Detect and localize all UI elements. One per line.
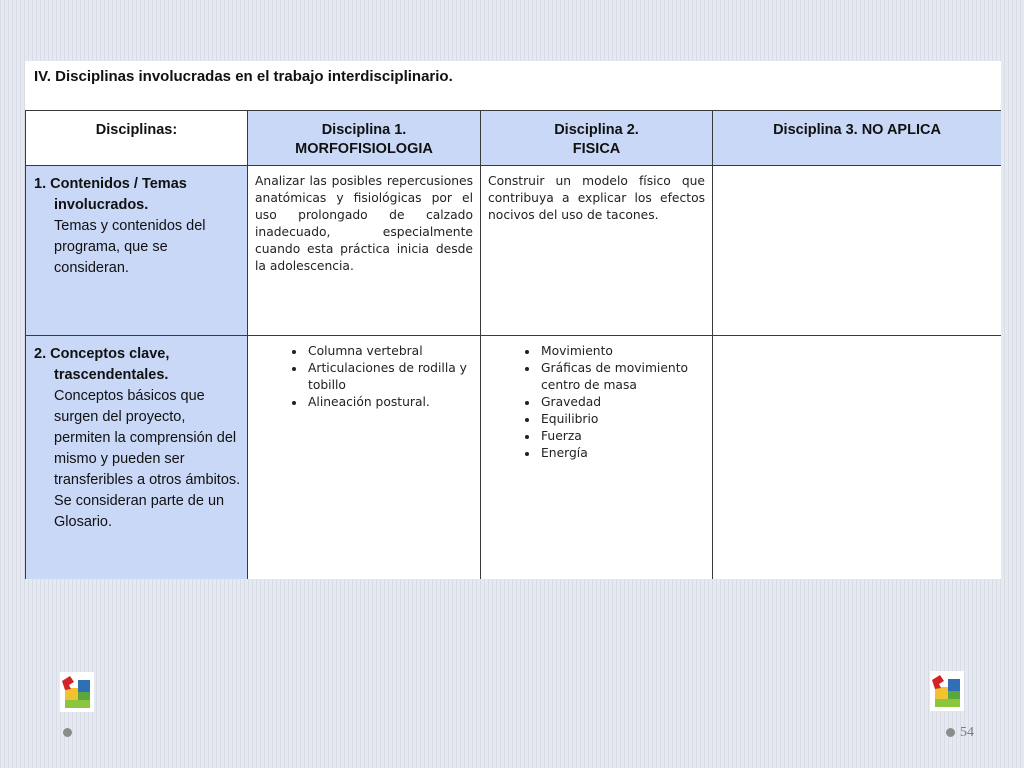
header-disciplina-1: Disciplina 1. MORFOFISIOLOGIA xyxy=(248,111,481,166)
list-item: • Gravedad xyxy=(539,394,704,411)
list-item: • Movimiento xyxy=(539,343,704,360)
disciplines-table xyxy=(25,110,1001,579)
page-number: 54 xyxy=(960,725,974,740)
cell-contenidos-disciplina-2: Construir un modelo físico que contribuya a explicar los efectos nocivos del uso de tacones. xyxy=(481,166,713,336)
header-disciplina-3: Disciplina 3. NO APLICA xyxy=(713,111,1002,166)
section-title: IV. Disciplinas involucradas en el trabajo interdisciplinario. xyxy=(34,68,453,85)
cell-contenidos-disciplina-1: Analizar las posibles repercusiones anatómicas y fisiológicas por el uso prolongado de calzado inadecuado, especialmente cuando esta práctica inicia desde la adolescencia. xyxy=(248,166,481,336)
puzzle-logo-icon xyxy=(60,672,94,712)
row-label-contenidos: 1. Contenidos / Temas involucrados. Temas y contenidos del programa, que se consideran. xyxy=(26,166,248,336)
table-header-row xyxy=(26,111,1002,166)
list-item: • Articulaciones de rodilla y tobillo xyxy=(306,360,472,394)
slide-content xyxy=(25,61,1001,579)
list-item: • Alineación postural. xyxy=(306,394,472,411)
header-disciplina-2: Disciplina 2. FISICA xyxy=(481,111,713,166)
cell-conceptos-disciplina-2 xyxy=(481,336,713,580)
footer-dot-right xyxy=(946,728,955,737)
list-item: • Fuerza xyxy=(539,428,704,445)
conceptos-list-disciplina-2 xyxy=(481,343,712,462)
table-row-conceptos xyxy=(26,336,1002,580)
footer-dot-left xyxy=(63,728,72,737)
conceptos-list-disciplina-1 xyxy=(248,343,480,411)
list-item: • Energía xyxy=(539,445,704,462)
list-item: • Columna vertebral xyxy=(306,343,472,360)
list-item: • Gráficas de movimiento centro de masa xyxy=(539,360,704,394)
table-row-contenidos xyxy=(26,166,1002,336)
cell-conceptos-disciplina-1 xyxy=(248,336,481,580)
cell-contenidos-disciplina-3 xyxy=(713,166,1002,336)
cell-conceptos-disciplina-3 xyxy=(713,336,1002,580)
puzzle-logo-icon xyxy=(930,671,964,711)
header-disciplinas: Disciplinas: xyxy=(26,111,248,166)
list-item: • Equilibrio xyxy=(539,411,704,428)
row-label-conceptos: 2. Conceptos clave, trascendentales. Conceptos básicos que surgen del proyecto, permiten la comprensión del mismo y pueden ser transferibles a otros ámbitos. Se consideran parte de un Glosario. xyxy=(26,336,248,580)
